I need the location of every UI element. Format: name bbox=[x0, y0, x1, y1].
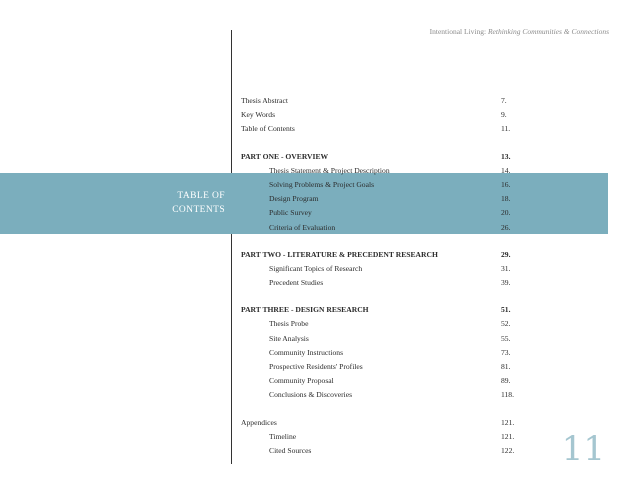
toc-subentry[interactable] bbox=[241, 192, 531, 206]
page-number: 11 bbox=[561, 429, 605, 469]
toc-subentry-page: 39. bbox=[501, 278, 511, 288]
toc-subentry-label: Design Program bbox=[269, 194, 319, 204]
toc-entry-page: 9. bbox=[501, 110, 507, 120]
toc-subentry-page: 52. bbox=[501, 319, 511, 329]
toc-entry-label: Key Words bbox=[241, 110, 276, 120]
toc-part-title: PART ONE - OVERVIEW bbox=[241, 151, 329, 161]
toc-subentry-page: 18. bbox=[501, 194, 511, 204]
section-title-line-1: TABLE OF bbox=[177, 191, 225, 201]
toc-subentry-label: Thesis Statement & Project Description bbox=[269, 165, 390, 175]
toc-subentry-label: Site Analysis bbox=[269, 333, 309, 343]
toc-subentry-label: Criteria of Evaluation bbox=[269, 222, 336, 232]
toc-appendices-page: 121. bbox=[501, 417, 515, 427]
toc-subentry[interactable] bbox=[241, 317, 531, 331]
toc-subentry-label: Thesis Probe bbox=[269, 319, 309, 329]
toc-subentry-label: Precedent Studies bbox=[269, 278, 324, 288]
toc-subentry[interactable] bbox=[241, 221, 531, 235]
section-title-line-2: CONTENTS bbox=[172, 205, 225, 215]
toc-part-heading[interactable] bbox=[241, 150, 531, 164]
toc-subentry-page: 121. bbox=[501, 431, 515, 441]
toc-subentry-label: Community Instructions bbox=[269, 347, 344, 357]
toc-subentry-page: 55. bbox=[501, 333, 511, 343]
toc-subentry-label: Public Survey bbox=[269, 208, 312, 218]
toc-subentry[interactable] bbox=[241, 430, 531, 444]
toc-subentry[interactable] bbox=[241, 346, 531, 360]
toc-part-title: PART TWO - LITERATURE & PRECEDENT RESEARCH bbox=[241, 249, 438, 259]
toc-part-page: 51. bbox=[501, 305, 511, 315]
toc-entry[interactable] bbox=[241, 108, 531, 122]
toc-entry[interactable] bbox=[241, 122, 531, 136]
toc-entry-label: Thesis Abstract bbox=[241, 96, 289, 105]
toc-subentry-page: 73. bbox=[501, 347, 511, 357]
toc-entry-label: Table of Contents bbox=[241, 124, 295, 134]
toc-appendices-title: Appendices bbox=[241, 417, 277, 427]
toc-subentry-page: 122. bbox=[501, 445, 515, 455]
vertical-divider bbox=[231, 30, 232, 464]
toc-subentry[interactable] bbox=[241, 360, 531, 374]
toc-part-heading[interactable] bbox=[241, 303, 531, 317]
toc-subentry-page: 89. bbox=[501, 376, 511, 386]
toc-subentry[interactable] bbox=[241, 276, 531, 290]
toc-subentry[interactable] bbox=[241, 388, 531, 402]
toc-subentry-label: Community Proposal bbox=[269, 376, 334, 386]
toc-subentry-label: Conclusions & Discoveries bbox=[269, 390, 353, 400]
toc-subentry-page: 31. bbox=[501, 263, 511, 273]
toc-part-heading[interactable] bbox=[241, 248, 531, 262]
toc-appendices-heading[interactable] bbox=[241, 416, 531, 430]
header-prefix: Intentional Living: bbox=[429, 27, 488, 36]
toc-subentry-label: Cited Sources bbox=[269, 445, 312, 455]
toc-subentry[interactable] bbox=[241, 206, 531, 220]
running-header bbox=[430, 27, 609, 36]
toc-part-page: 13. bbox=[501, 151, 511, 161]
table-of-contents bbox=[241, 94, 531, 458]
toc-subentry-page: 118. bbox=[501, 390, 515, 400]
toc-entry[interactable] bbox=[241, 94, 531, 108]
toc-subentry-label: Timeline bbox=[269, 431, 297, 441]
toc-subentry[interactable] bbox=[241, 444, 531, 458]
toc-subentry-page: 81. bbox=[501, 362, 511, 371]
toc-subentry-label: Solving Problems & Project Goals bbox=[269, 179, 375, 189]
section-title bbox=[150, 189, 225, 217]
toc-subentry-page: 16. bbox=[501, 179, 511, 189]
toc-subentry[interactable] bbox=[241, 332, 531, 346]
header-subtitle: Rethinking Communities & Connections bbox=[487, 27, 609, 36]
toc-subentry[interactable] bbox=[241, 374, 531, 388]
toc-subentry-page: 14. bbox=[501, 165, 511, 175]
toc-entry-page: 11. bbox=[501, 124, 511, 134]
toc-subentry[interactable] bbox=[241, 164, 531, 178]
toc-part-title: PART THREE - DESIGN RESEARCH bbox=[241, 305, 369, 315]
toc-subentry-label: Prospective Residents' Profiles bbox=[269, 362, 363, 371]
toc-subentry[interactable] bbox=[241, 262, 531, 276]
toc-subentry[interactable] bbox=[241, 178, 531, 192]
toc-subentry-label: Significant Topics of Research bbox=[269, 263, 363, 273]
toc-part-page: 29. bbox=[501, 249, 511, 259]
toc-entry-page: 7. bbox=[501, 96, 507, 105]
toc-subentry-page: 20. bbox=[501, 208, 511, 218]
toc-subentry-page: 26. bbox=[501, 222, 511, 232]
